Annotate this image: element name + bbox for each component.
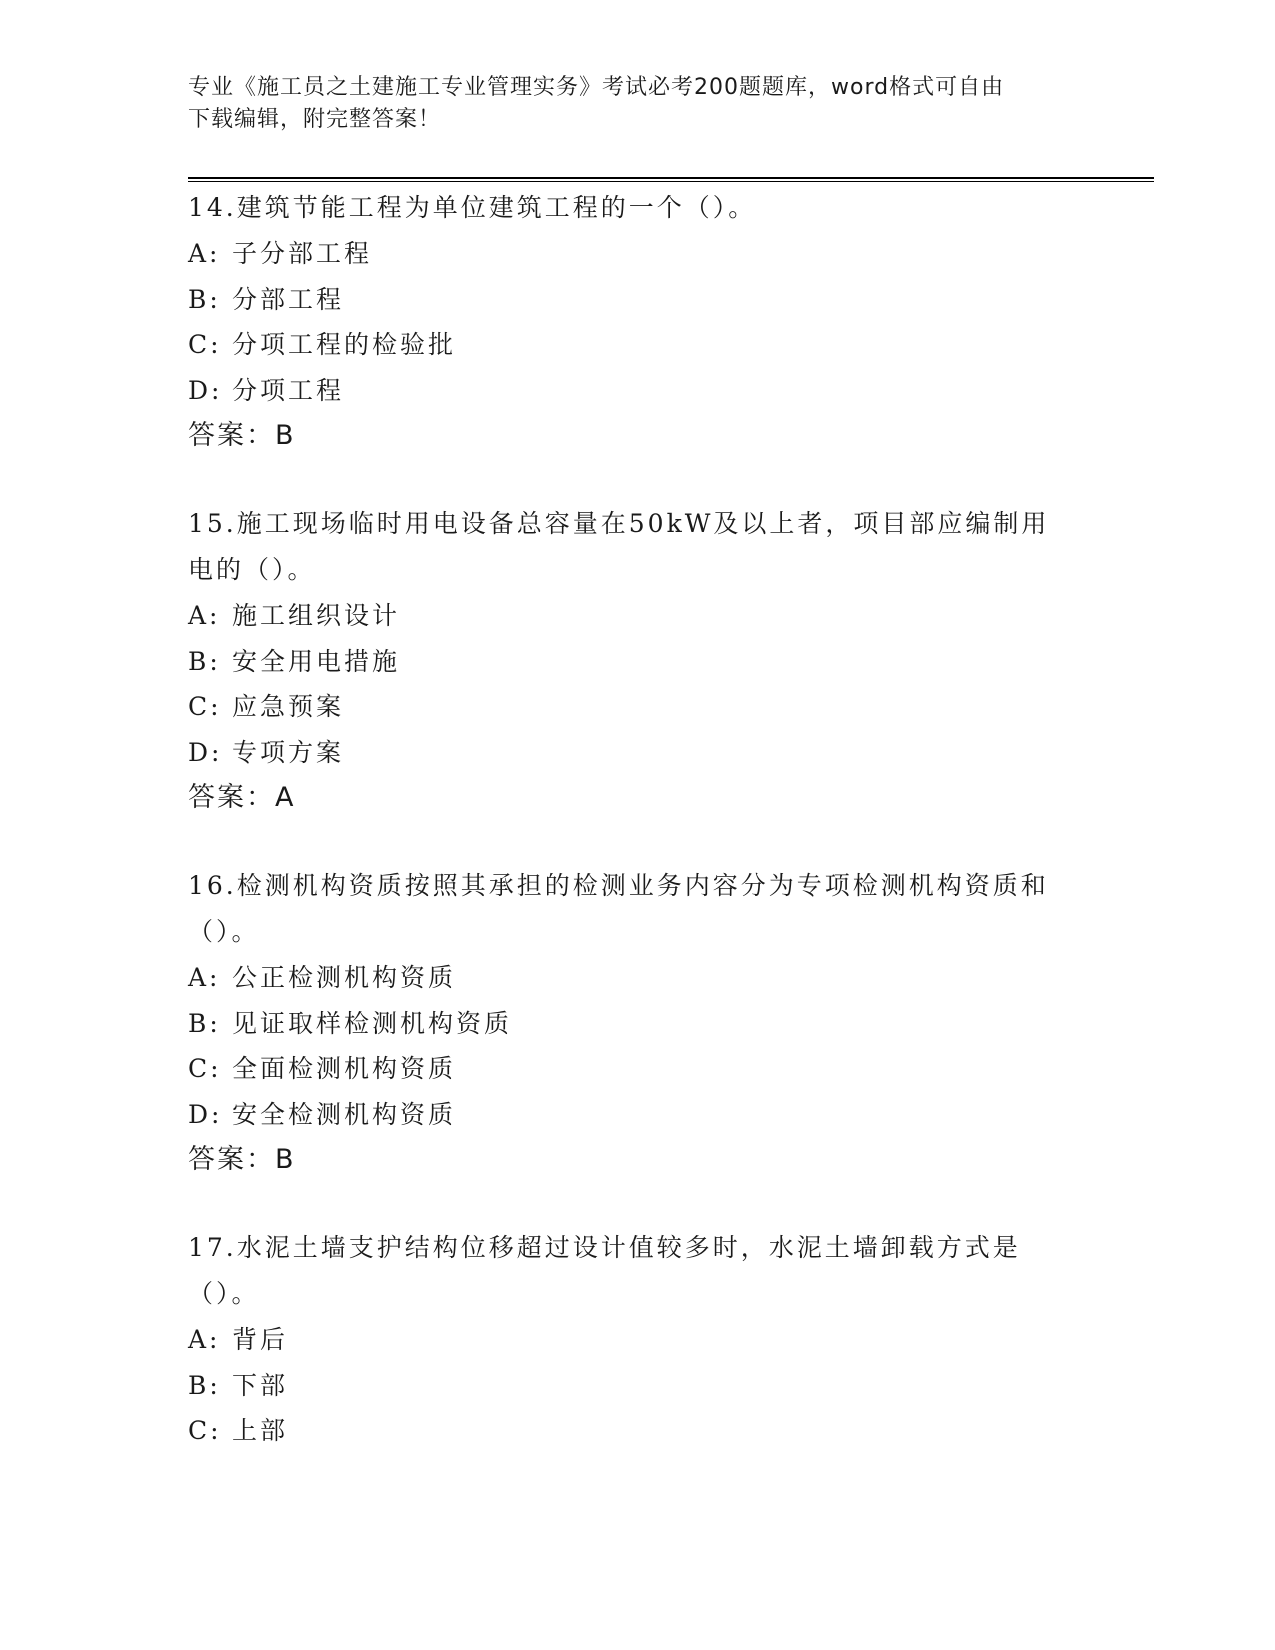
option-b: [188, 639, 1088, 685]
question-16: [188, 863, 1088, 1183]
option-text: 背后: [232, 1325, 289, 1354]
option-text: 分项工程: [232, 375, 345, 405]
option-letter: B:: [188, 284, 221, 314]
option-a: [188, 593, 1088, 639]
option-text: 见证取样检测机构资质: [232, 1008, 513, 1038]
option-text: 子分部工程: [232, 239, 373, 268]
option-d: [188, 368, 1088, 414]
option-letter: B:: [188, 646, 221, 676]
option-d: [188, 730, 1088, 776]
option-letter: C:: [188, 1054, 222, 1083]
option-letter: D:: [188, 737, 223, 767]
question-stem: 15.施工现场临时用电设备总容量在50kW及以上者，项目部应编制用电的（）。: [188, 509, 1050, 584]
option-letter: A:: [188, 601, 221, 630]
option-letter: C:: [188, 692, 222, 721]
question-17: [188, 1225, 1088, 1454]
option-b: [188, 277, 1088, 323]
option-text: 全面检测机构资质: [232, 1054, 457, 1083]
option-letter: B:: [188, 1008, 221, 1038]
option-text: 分部工程: [232, 284, 345, 314]
option-text: 应急预案: [232, 692, 345, 721]
option-b: [188, 1363, 1088, 1409]
option-letter: A:: [188, 1325, 221, 1354]
question-stem: 14.建筑节能工程为单位建筑工程的一个（）。: [188, 193, 757, 222]
header-line-2: 下载编辑，附完整答案！: [188, 107, 442, 132]
question-stem: 16.检测机构资质按照其承担的检测业务内容分为专项检测机构资质和（）。: [188, 871, 1049, 946]
option-letter: C:: [188, 1416, 222, 1445]
option-text: 公正检测机构资质: [232, 963, 457, 992]
question-stem: 17.水泥土墙支护结构位移超过设计值较多时，水泥土墙卸载方式是（）。: [188, 1233, 1021, 1308]
option-c: [188, 684, 1088, 730]
option-c: [188, 1046, 1088, 1092]
option-text: 专项方案: [232, 737, 345, 767]
option-letter: B:: [188, 1370, 221, 1400]
option-a: [188, 1317, 1088, 1363]
option-letter: A:: [188, 963, 221, 992]
answer-line: 答案：B: [188, 1144, 296, 1175]
option-text: 上部: [232, 1416, 289, 1445]
option-letter: D:: [188, 375, 223, 405]
option-letter: C:: [188, 330, 222, 359]
answer-line: 答案：B: [188, 420, 296, 451]
document-header: [188, 72, 1068, 136]
option-d: [188, 1092, 1088, 1138]
option-c: [188, 1408, 1088, 1454]
header-line-1: 专业《施工员之土建施工专业管理实务》考试必考200题题库，word格式可自由: [188, 75, 1005, 100]
option-a: [188, 231, 1088, 277]
header-divider: [188, 177, 1154, 182]
option-text: 安全检测机构资质: [232, 1099, 457, 1129]
answer-line: 答案：A: [188, 782, 296, 813]
option-text: 安全用电措施: [232, 646, 401, 676]
option-b: [188, 1001, 1088, 1047]
option-c: [188, 322, 1088, 368]
option-text: 施工组织设计: [232, 601, 401, 630]
question-list: [188, 185, 1088, 1496]
option-letter: D:: [188, 1099, 223, 1129]
option-letter: A:: [188, 239, 221, 268]
option-a: [188, 955, 1088, 1001]
option-text: 分项工程的检验批: [232, 330, 457, 359]
question-15: [188, 501, 1088, 821]
option-text: 下部: [232, 1370, 289, 1400]
question-14: [188, 185, 1088, 459]
